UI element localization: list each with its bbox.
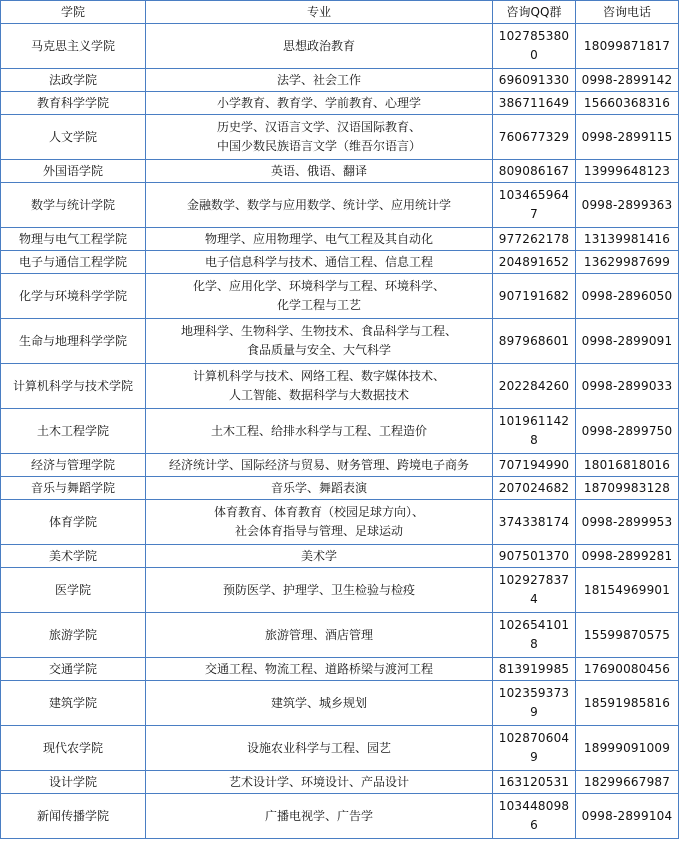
major-line: 音乐学、舞蹈表演	[270, 480, 367, 495]
college-cell: 旅游学院	[1, 613, 146, 658]
phone-cell: 18154969901	[576, 568, 679, 613]
major-line: 土木工程、给排水科学与工程、工程造价	[210, 423, 427, 438]
table-row	[1, 160, 679, 183]
phone-cell: 15660368316	[576, 92, 679, 115]
major-cell	[146, 681, 493, 726]
major-cell	[146, 794, 493, 839]
major-cell	[146, 160, 493, 183]
qq-group-cell: 207024682	[493, 477, 576, 500]
qq-group-cell: 760677329	[493, 115, 576, 160]
phone-cell: 0998-2899104	[576, 794, 679, 839]
qq-group-cell: 813919985	[493, 658, 576, 681]
major-cell	[146, 24, 493, 69]
phone-cell: 0998-2899091	[576, 319, 679, 364]
phone-cell: 0998-2896050	[576, 274, 679, 319]
phone-cell: 0998-2899953	[576, 500, 679, 545]
major-line: 建筑学、城乡规划	[270, 695, 367, 710]
college-cell: 电子与通信工程学院	[1, 251, 146, 274]
major-line: 食品质量与安全、大气科学	[246, 343, 391, 357]
major-cell	[146, 409, 493, 454]
college-cell: 设计学院	[1, 771, 146, 794]
phone-cell: 18099871817	[576, 24, 679, 69]
major-line: 经济统计学、国际经济与贸易、财务管理、跨境电子商务	[168, 457, 469, 472]
table-row	[1, 545, 679, 568]
major-cell	[146, 568, 493, 613]
phone-cell: 0998-2899115	[576, 115, 679, 160]
college-cell: 医学院	[1, 568, 146, 613]
major-line: 预防医学、护理学、卫生检验与检疫	[222, 582, 415, 597]
phone-cell: 0998-2899750	[576, 409, 679, 454]
college-cell: 现代农学院	[1, 726, 146, 771]
college-cell: 音乐与舞蹈学院	[1, 477, 146, 500]
qq-group-cell: 907191682	[493, 274, 576, 319]
table-row	[1, 726, 679, 771]
college-cell: 建筑学院	[1, 681, 146, 726]
major-cell	[146, 274, 493, 319]
college-cell: 美术学院	[1, 545, 146, 568]
qq-group-cell: 1029278374	[493, 568, 576, 613]
phone-cell: 18999091009	[576, 726, 679, 771]
major-cell	[146, 771, 493, 794]
major-line: 交通工程、物流工程、道路桥梁与渡河工程	[204, 661, 433, 676]
qq-group-cell: 977262178	[493, 228, 576, 251]
major-cell	[146, 454, 493, 477]
major-cell	[146, 477, 493, 500]
qq-group-cell: 202284260	[493, 364, 576, 409]
qq-group-cell: 386711649	[493, 92, 576, 115]
major-cell	[146, 500, 493, 545]
table-row	[1, 364, 679, 409]
college-cell: 体育学院	[1, 500, 146, 545]
major-line: 体育教育、体育教育（校园足球方向）、	[213, 505, 424, 519]
qq-group-cell: 1028706049	[493, 726, 576, 771]
college-cell: 经济与管理学院	[1, 454, 146, 477]
qq-group-cell: 1034480986	[493, 794, 576, 839]
header-qq: 咨询QQ群	[493, 1, 576, 24]
header-row	[1, 1, 679, 24]
phone-cell: 0998-2899281	[576, 545, 679, 568]
college-cell: 生命与地理科学学院	[1, 319, 146, 364]
phone-cell: 18591985816	[576, 681, 679, 726]
table-row	[1, 454, 679, 477]
qq-group-cell: 696091330	[493, 69, 576, 92]
major-line: 金融数学、数学与应用数学、统计学、应用统计学	[186, 197, 451, 212]
major-line: 思想政治教育	[282, 38, 355, 53]
table-row	[1, 251, 679, 274]
table-row	[1, 477, 679, 500]
qq-group-cell: 1026541018	[493, 613, 576, 658]
header-phone: 咨询电话	[576, 1, 679, 24]
major-line: 电子信息科学与技术、通信工程、信息工程	[204, 254, 433, 269]
table-body	[1, 24, 679, 839]
major-line: 广播电视学、广告学	[264, 808, 373, 823]
major-line: 中国少数民族语言文学（维吾尔语言）	[216, 139, 421, 153]
major-line: 旅游管理、酒店管理	[264, 627, 373, 642]
table-row	[1, 658, 679, 681]
phone-cell: 18016818016	[576, 454, 679, 477]
qq-group-cell: 897968601	[493, 319, 576, 364]
major-line: 美术学	[300, 548, 337, 563]
table-row	[1, 69, 679, 92]
phone-cell: 0998-2899033	[576, 364, 679, 409]
college-cell: 物理与电气工程学院	[1, 228, 146, 251]
header-major: 专业	[146, 1, 493, 24]
major-cell	[146, 69, 493, 92]
table-row	[1, 183, 679, 228]
major-line: 人工智能、数据科学与大数据技术	[228, 388, 409, 402]
major-cell	[146, 658, 493, 681]
major-line: 艺术设计学、环境设计、产品设计	[228, 774, 409, 789]
college-cell: 马克思主义学院	[1, 24, 146, 69]
phone-cell: 0998-2899363	[576, 183, 679, 228]
major-cell	[146, 115, 493, 160]
college-cell: 数学与统计学院	[1, 183, 146, 228]
table-row	[1, 771, 679, 794]
college-cell: 计算机科学与技术学院	[1, 364, 146, 409]
qq-group-cell: 1023593739	[493, 681, 576, 726]
table-row	[1, 92, 679, 115]
qq-group-cell: 1019611428	[493, 409, 576, 454]
college-cell: 化学与环境科学学院	[1, 274, 146, 319]
qq-group-cell: 907501370	[493, 545, 576, 568]
table-row	[1, 409, 679, 454]
college-cell: 教育科学学院	[1, 92, 146, 115]
major-cell	[146, 545, 493, 568]
table-row	[1, 274, 679, 319]
college-cell: 交通学院	[1, 658, 146, 681]
table-row	[1, 24, 679, 69]
phone-cell: 13629987699	[576, 251, 679, 274]
phone-cell: 17690080456	[576, 658, 679, 681]
phone-cell: 0998-2899142	[576, 69, 679, 92]
major-cell	[146, 319, 493, 364]
major-line: 英语、俄语、翻译	[270, 163, 367, 178]
major-cell	[146, 251, 493, 274]
major-line: 地理科学、生物科学、生物技术、食品科学与工程、	[180, 324, 457, 338]
major-line: 化学、应用化学、环境科学与工程、环境科学、	[192, 279, 445, 293]
college-cell: 新闻传播学院	[1, 794, 146, 839]
major-line: 设施农业科学与工程、园艺	[246, 740, 391, 755]
table-row	[1, 115, 679, 160]
college-cell: 人文学院	[1, 115, 146, 160]
major-line: 社会体育指导与管理、足球运动	[234, 524, 403, 538]
qq-group-cell: 809086167	[493, 160, 576, 183]
table-row	[1, 613, 679, 658]
qq-group-cell: 1034659647	[493, 183, 576, 228]
phone-cell: 15599870575	[576, 613, 679, 658]
header-college: 学院	[1, 1, 146, 24]
table-row	[1, 794, 679, 839]
major-line: 物理学、应用物理学、电气工程及其自动化	[204, 231, 433, 246]
major-cell	[146, 726, 493, 771]
major-line: 小学教育、教育学、学前教育、心理学	[216, 95, 421, 110]
major-line: 计算机科学与技术、网络工程、数字媒体技术、	[192, 369, 445, 383]
table-row	[1, 228, 679, 251]
table-row	[1, 319, 679, 364]
qq-group-cell: 707194990	[493, 454, 576, 477]
major-line: 化学工程与工艺	[276, 298, 361, 312]
table-row	[1, 681, 679, 726]
major-line: 法学、社会工作	[276, 72, 361, 87]
major-cell	[146, 228, 493, 251]
qq-group-cell: 204891652	[493, 251, 576, 274]
college-cell: 法政学院	[1, 69, 146, 92]
table-row	[1, 500, 679, 545]
major-line: 历史学、汉语言文学、汉语国际教育、	[216, 120, 421, 134]
phone-cell: 18709983128	[576, 477, 679, 500]
college-cell: 外国语学院	[1, 160, 146, 183]
major-cell	[146, 183, 493, 228]
qq-group-cell: 163120531	[493, 771, 576, 794]
major-cell	[146, 613, 493, 658]
qq-group-cell: 374338174	[493, 500, 576, 545]
phone-cell: 13999648123	[576, 160, 679, 183]
major-cell	[146, 92, 493, 115]
table-row	[1, 568, 679, 613]
major-cell	[146, 364, 493, 409]
phone-cell: 13139981416	[576, 228, 679, 251]
qq-group-cell: 1027853800	[493, 24, 576, 69]
phone-cell: 18299667987	[576, 771, 679, 794]
college-cell: 土木工程学院	[1, 409, 146, 454]
